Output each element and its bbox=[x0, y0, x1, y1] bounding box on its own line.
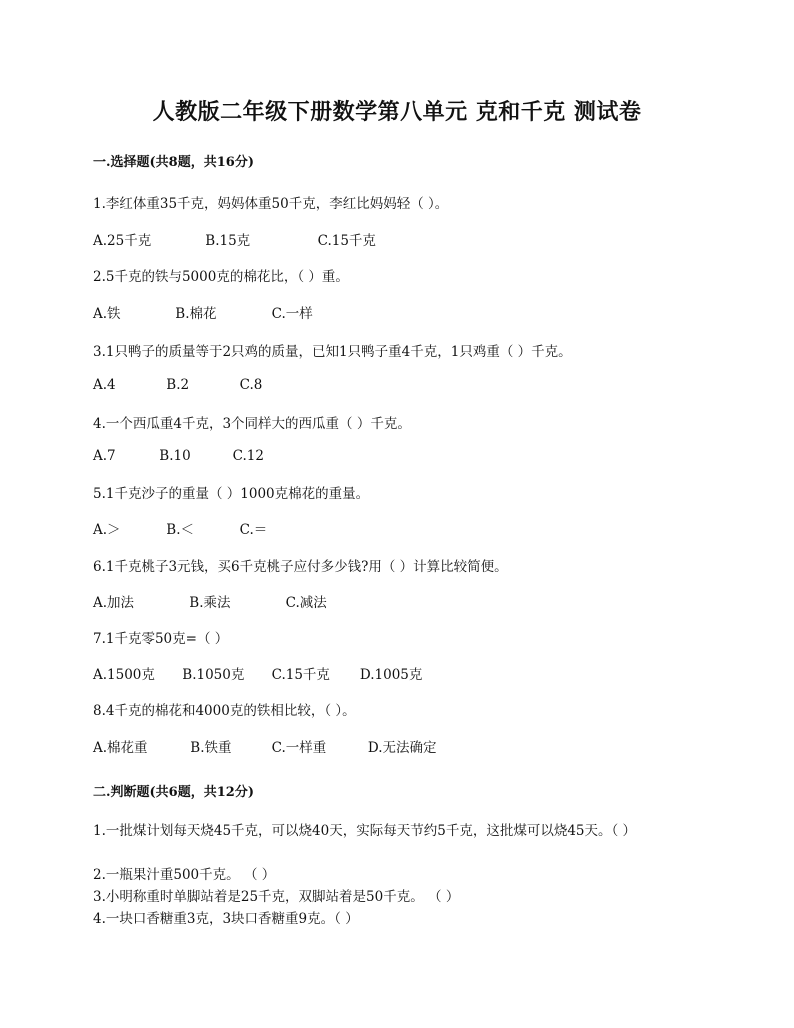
choice-question-8: 8.4千克的棉花和4000克的铁相比较，（ ）。 bbox=[93, 703, 356, 719]
choice-options-4 bbox=[93, 448, 264, 464]
page-title: 人教版二年级下册数学第八单元 克和千克 测试卷 bbox=[152, 99, 642, 125]
choice-question-6: 6.1千克桃子3元钱，买6千克桃子应付多少钱?用（ ）计算比较简便。 bbox=[93, 559, 508, 575]
option-a[interactable]: A.25千克 bbox=[93, 233, 152, 249]
option-c[interactable]: C.12 bbox=[232, 448, 264, 464]
judgement-question-4: 4.一块口香糖重3克，3块口香糖重9克。（ ） bbox=[93, 911, 359, 927]
choice-options-3 bbox=[93, 377, 262, 393]
option-b[interactable]: B.乘法 bbox=[189, 595, 231, 611]
choice-options-1 bbox=[93, 229, 376, 249]
judgement-question-2: 2.一瓶果汁重500千克。 （ ） bbox=[93, 867, 276, 883]
choice-options-8 bbox=[93, 736, 437, 756]
judgement-question-1: 1.一批煤计划每天烧45千克，可以烧40天，实际每天节约5千克，这批煤可以烧45天。（ ） bbox=[93, 823, 637, 839]
option-c[interactable]: C.15千克 bbox=[317, 233, 376, 249]
choice-question-4: 4.一个西瓜重4千克，3个同样大的西瓜重（ ）千克。 bbox=[93, 416, 411, 432]
option-c[interactable]: C.减法 bbox=[285, 595, 327, 611]
option-c[interactable]: C.15千克 bbox=[271, 667, 330, 683]
option-b[interactable]: B.1050克 bbox=[182, 667, 245, 683]
option-b[interactable]: B.10 bbox=[159, 448, 191, 464]
section-heading-judgement: 二.判断题(共6题，共12分) bbox=[93, 785, 254, 800]
option-b[interactable]: B.＜ bbox=[166, 522, 195, 538]
choice-question-7: 7.1千克零50克=（ ） bbox=[93, 631, 229, 647]
option-c[interactable]: C.一样 bbox=[271, 306, 313, 322]
choice-question-1: 1.李红体重35千克，妈妈体重50千克，李红比妈妈轻（ ）。 bbox=[93, 196, 449, 212]
option-b[interactable]: B.铁重 bbox=[190, 740, 232, 756]
option-c[interactable]: C.8 bbox=[239, 377, 263, 393]
choice-options-5 bbox=[93, 518, 267, 538]
option-a[interactable]: A.＞ bbox=[93, 522, 121, 538]
judgement-question-3: 3.小明称重时单脚站着是25千克，双脚站着是50千克。 （ ） bbox=[93, 889, 460, 905]
choice-options-7 bbox=[93, 663, 422, 683]
choice-options-6 bbox=[93, 591, 327, 611]
option-b[interactable]: B.15克 bbox=[205, 233, 251, 249]
option-a[interactable]: A.铁 bbox=[93, 306, 121, 322]
choice-options-2 bbox=[93, 302, 313, 322]
option-a[interactable]: A.加法 bbox=[93, 595, 135, 611]
option-a[interactable]: A.7 bbox=[93, 448, 116, 464]
option-b[interactable]: B.2 bbox=[166, 377, 190, 393]
choice-question-3: 3.1只鸭子的质量等于2只鸡的质量，已知1只鸭子重4千克，1只鸡重（ ）千克。 bbox=[93, 344, 572, 360]
option-a[interactable]: A.1500克 bbox=[93, 667, 155, 683]
choice-question-2: 2.5千克的铁与5000克的棉花比，（ ）重。 bbox=[93, 269, 349, 285]
option-d[interactable]: D.1005克 bbox=[359, 667, 423, 683]
option-a[interactable]: A.棉花重 bbox=[93, 740, 148, 756]
option-c[interactable]: C.一样重 bbox=[271, 740, 327, 756]
choice-question-5: 5.1千克沙子的重量（ ）1000克棉花的重量。 bbox=[93, 486, 370, 502]
option-a[interactable]: A.4 bbox=[93, 377, 116, 393]
option-b[interactable]: B.棉花 bbox=[175, 306, 217, 322]
option-d[interactable]: D.无法确定 bbox=[367, 740, 437, 756]
option-c[interactable]: C.＝ bbox=[239, 522, 268, 538]
section-heading-choice: 一.选择题(共8题，共16分) bbox=[93, 155, 254, 170]
